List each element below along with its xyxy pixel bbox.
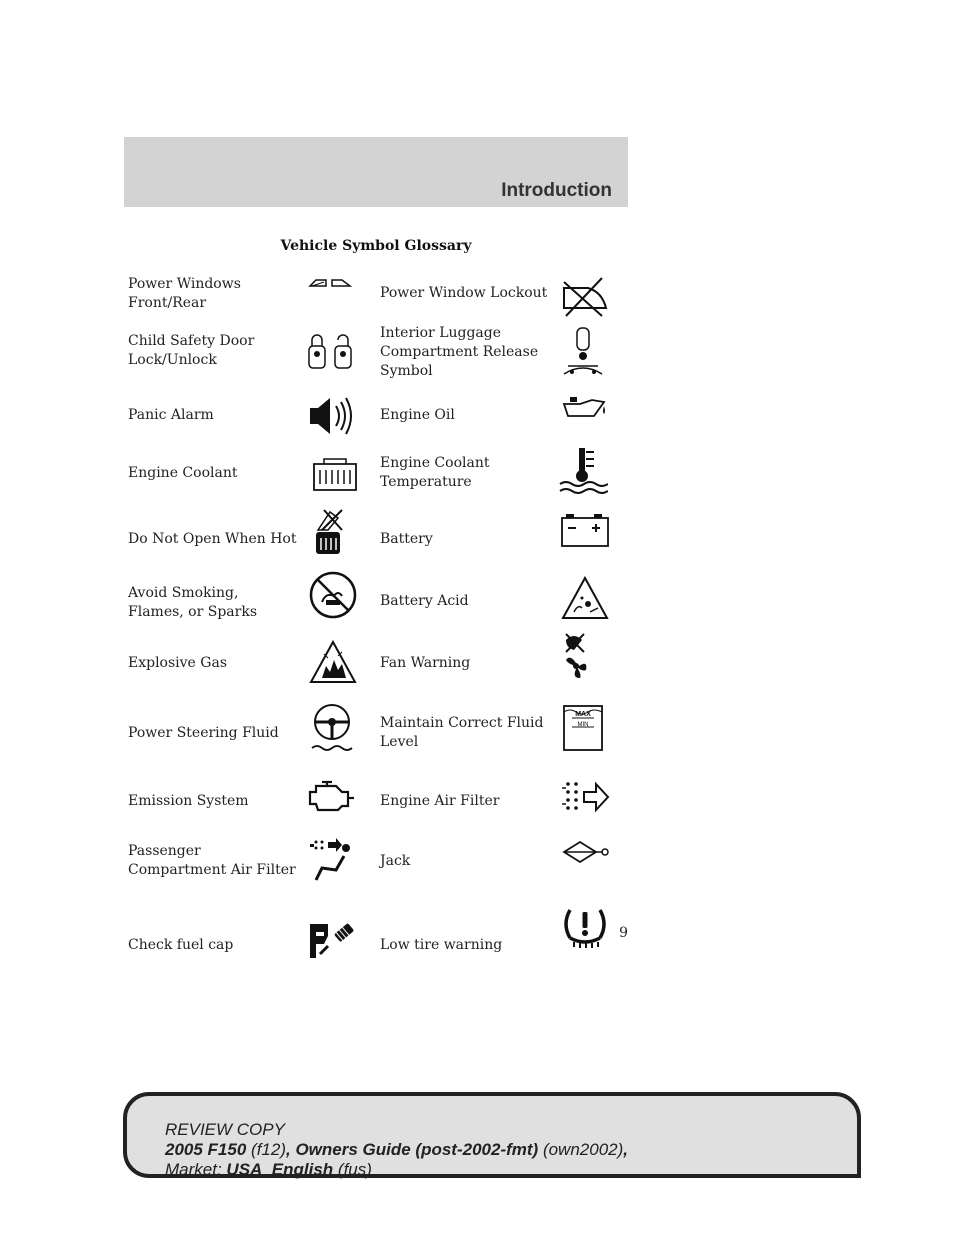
symbol-label: Check fuel cap: [128, 937, 234, 953]
engine-oil-icon: [558, 394, 608, 424]
symbol-label: Maintain Correct Fluid Level: [380, 715, 544, 750]
battery-icon: [560, 512, 610, 548]
cabin-air-filter-icon: [306, 836, 356, 886]
footer-comma: ,: [623, 1140, 628, 1159]
fluid-min-label: MIN: [577, 722, 589, 728]
guide-name: , Owners Guide (post-2002-fmt): [286, 1140, 539, 1159]
review-copy-label: REVIEW COPY: [165, 1120, 285, 1139]
symbol-label: Child Safety Door Lock/Unlock: [128, 333, 255, 368]
glossary-row: [124, 530, 628, 578]
glossary-grid: [124, 272, 628, 953]
glossary-row: [124, 654, 628, 710]
market-name: USA_English: [226, 1160, 334, 1179]
page-number: 9: [619, 925, 628, 941]
child-lock-icon: [306, 330, 356, 380]
glossary-row: [124, 454, 628, 508]
model-code: (f12): [251, 1140, 286, 1159]
panic-alarm-icon: [306, 394, 356, 438]
glossary-title: Vehicle Symbol Glossary: [280, 238, 472, 254]
symbol-label: Power Steering Fluid: [128, 725, 279, 741]
fan-warning-icon: [560, 630, 610, 680]
fluid-max-label: MAX: [575, 711, 591, 718]
review-copy-text: [165, 1120, 628, 1180]
guide-code: (own2002): [542, 1140, 624, 1159]
symbol-label: Power Windows Front/Rear: [128, 276, 241, 311]
header-band: [124, 137, 628, 207]
power-steering-icon: [308, 702, 358, 752]
symbol-label: Jack: [380, 853, 411, 869]
glossary-row: [124, 936, 628, 986]
glossary-row: [124, 843, 628, 912]
glossary-row: [124, 272, 628, 318]
symbol-label: Panic Alarm: [128, 407, 214, 423]
symbol-label: Emission System: [128, 793, 249, 809]
glossary-row: [124, 711, 628, 778]
no-smoking-icon: [308, 570, 358, 620]
symbol-label: Fan Warning: [380, 655, 471, 671]
jack-icon: [560, 838, 610, 866]
symbol-label: Engine Oil: [380, 407, 455, 423]
glossary-row: [124, 324, 628, 392]
window-lockout-icon: [558, 272, 608, 322]
symbol-label: Low tire warning: [380, 937, 503, 953]
fuel-cap-icon: [306, 914, 356, 964]
symbol-label: Explosive Gas: [128, 655, 228, 671]
fluid-level-icon: [560, 702, 610, 752]
market-code: (fus): [337, 1160, 372, 1179]
symbol-label: Engine Coolant Temperature: [380, 455, 490, 490]
symbol-label: Engine Coolant: [128, 465, 238, 481]
emission-system-icon: [306, 778, 356, 814]
symbol-label: Do Not Open When Hot: [128, 531, 297, 547]
symbol-label: Power Window Lockout: [380, 285, 548, 301]
do-not-open-hot-icon: [308, 506, 358, 556]
review-copy-box: [123, 1092, 861, 1178]
glossary-row: [124, 792, 628, 838]
luggage-release-icon: [558, 326, 608, 380]
symbol-label: Avoid Smoking, Flames, or Sparks: [128, 585, 258, 620]
symbol-label: Battery: [380, 531, 433, 547]
engine-coolant-icon: [310, 456, 360, 492]
glossary-row: [124, 584, 628, 640]
symbol-label: Engine Air Filter: [380, 793, 500, 809]
symbol-label: Battery Acid: [380, 593, 469, 609]
model-name: 2005 F150: [165, 1140, 247, 1159]
market-label: Market:: [165, 1160, 222, 1179]
section-title: Introduction: [501, 180, 612, 201]
battery-acid-icon: [560, 574, 610, 624]
explosive-gas-icon: [308, 638, 358, 688]
power-windows-icon: [304, 272, 354, 296]
symbol-label: Interior Luggage Compartment Release Symbol: [380, 325, 539, 379]
symbol-label: Passenger Compartment Air Filter: [128, 843, 296, 878]
coolant-temperature-icon: [558, 444, 608, 494]
glossary-row: [124, 406, 628, 446]
air-filter-icon: [560, 778, 610, 816]
